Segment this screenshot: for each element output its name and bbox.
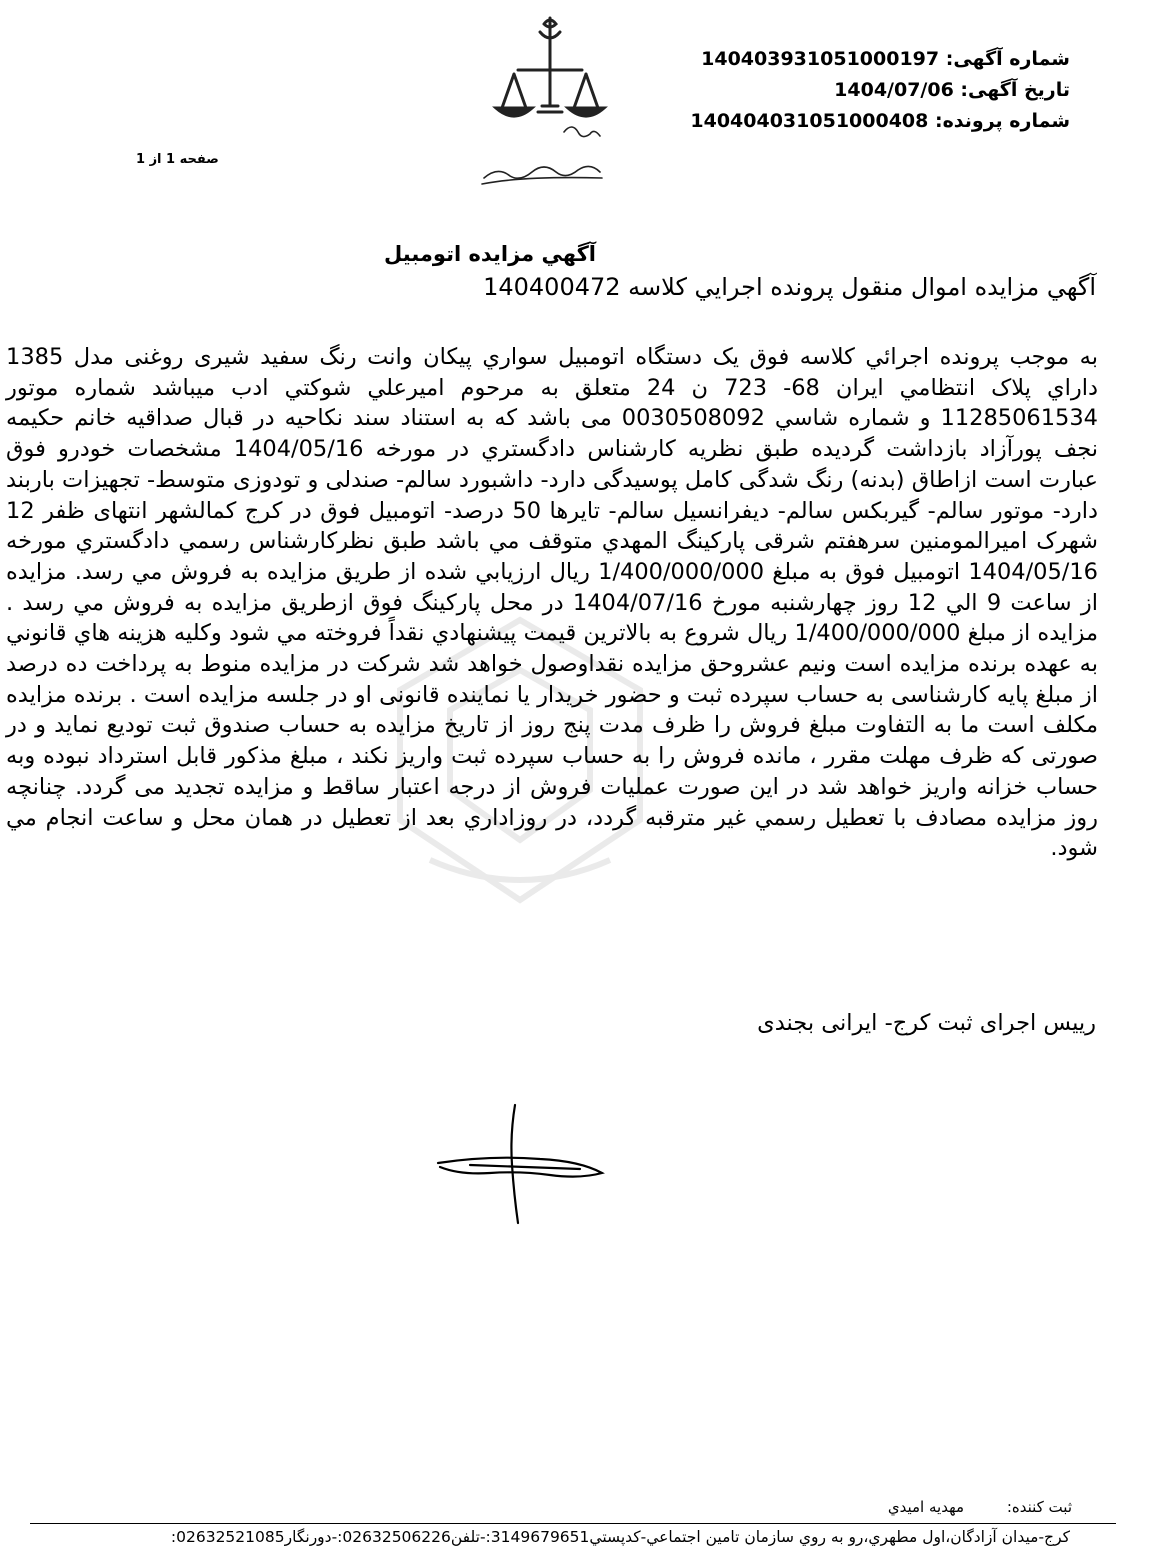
ad-date: 1404/07/06 <box>834 79 954 101</box>
judiciary-emblem-logo <box>460 8 640 193</box>
case-number-label: شماره پرونده: <box>934 110 1070 132</box>
ad-date-label: تاریخ آگهی: <box>960 79 1070 101</box>
registrar <box>888 1498 1072 1516</box>
page-number: صفحه 1 از 1 <box>136 152 219 167</box>
page-title: آگهي مزايده اتومبيل <box>384 242 596 266</box>
announcement-body: به موجب پرونده اجرائي كلاسه فوق يک دستگاه اتومبيل سواري پيكان وانت رنگ سفيد شيری روغنی مدل 1385 داراي پلاک انتظامي ايران 68- 723 ن 24 متعلق به مرحوم اميرعلي شوكتي ادب ميباشد شماره موتور 11285061534 و شماره شاسي 0030508092 می باشد که به استناد سند نكاحيه در قبال صداقيه خانم حكيمه نجف پورآزاد بازداشت گرديده طبق نظريه كارشناس دادگستري در مورخه 1404/05/16 مشخصات خودرو فوق عبارت است ازاطاق (بدنه) رنگ شدگی كامل پوسيدگی دارد- داشبورد سالم- صندلی و تودوزی متوسط- تجهيزات باربند دارد- موتور سالم- گيربكس سالم- ديفرانسيل سالم- تايرها 50 درصد- اتومبيل فوق در کرج كمالشهر انتهای ظفر 12 شهرک اميرالمومنين سرهفتم شرقی پاركينگ المهدي متوقف مي باشد طبق نظركارشناس رسمي دادگستري مورخه 1404/05/16 اتومبيل فوق به مبلغ 1/400/000/000 ريال ارزيابي شده از طريق مزايده به فروش مي رسد. مزايده از ساعت 9 الي 12 روز چهارشنبه مورخ 1404/07/16 در محل پاركينگ فوق ازطريق مزايده به فروش مي رسد . مزايده از مبلغ 1/400/000/000 ريال شروع به بالاترين قيمت پيشنهادي نقداً فروخته مي شود وكليه هزينه هاي قانوني به عهده برنده مزايده است ونيم عشروحق مزايده نقداوصول خواهد شد شركت در مزايده منوط به پرداخت ده درصد از مبلغ پايه كارشناسی به حساب سپرده ثبت و حضور خريدار يا نماينده قانونی او در جلسه مزايده است . برنده مزايده مكلف است ما به التفاوت مبلغ فروش را ظرف مدت پنج روز از تاريخ مزايده به حساب صندوق ثبت توديع نمايد و در صورتی كه ظرف مهلت مقرر ، مانده فروش را به حساب سپرده ثبت واريز نكند ، مبلغ مذكور قابل استرداد نبوده وبه حساب خزانه واريز خواهد شد در اين صورت عمليات فروش از درجه اعتبار ساقط و مزايده تجديد می گردد. چنانچه روز مزايده مصادف با تعطيل رسمي غير مترقبه گردد، در روزاداري بعد از تعطيل در همان محل و ساعت انجام مي شود. <box>6 344 1099 862</box>
registrar-label: ثبت کننده: <box>1006 1498 1072 1516</box>
scales-of-justice-icon <box>460 8 640 193</box>
case-subtitle: آگهي مزايده اموال منقول پرونده اجرايي كلاسه 140400472 <box>483 273 1096 301</box>
footer-divider <box>30 1523 1116 1524</box>
case-number: 140404031051000408 <box>690 110 929 132</box>
ad-date-row <box>690 75 1070 106</box>
signatory: رييس اجرای ثبت کرج- ايرانی بجندی <box>757 1010 1096 1036</box>
ad-number-row <box>690 44 1070 75</box>
header-meta <box>690 44 1070 137</box>
footer-address: کرج-ميدان آزادگان،اول مطهري،رو به روي سازمان تامين اجتماعي-کدپستي3149679651:-تلفن02632506226:-دورنگار02632521085: <box>170 1528 1070 1546</box>
handwritten-signature <box>430 1095 630 1230</box>
registrar-name: مهديه اميدي <box>887 1498 965 1516</box>
ad-number: 140403931051000197 <box>701 48 940 70</box>
ad-number-label: شماره آگهی: <box>945 48 1070 70</box>
case-number-row <box>690 106 1070 137</box>
